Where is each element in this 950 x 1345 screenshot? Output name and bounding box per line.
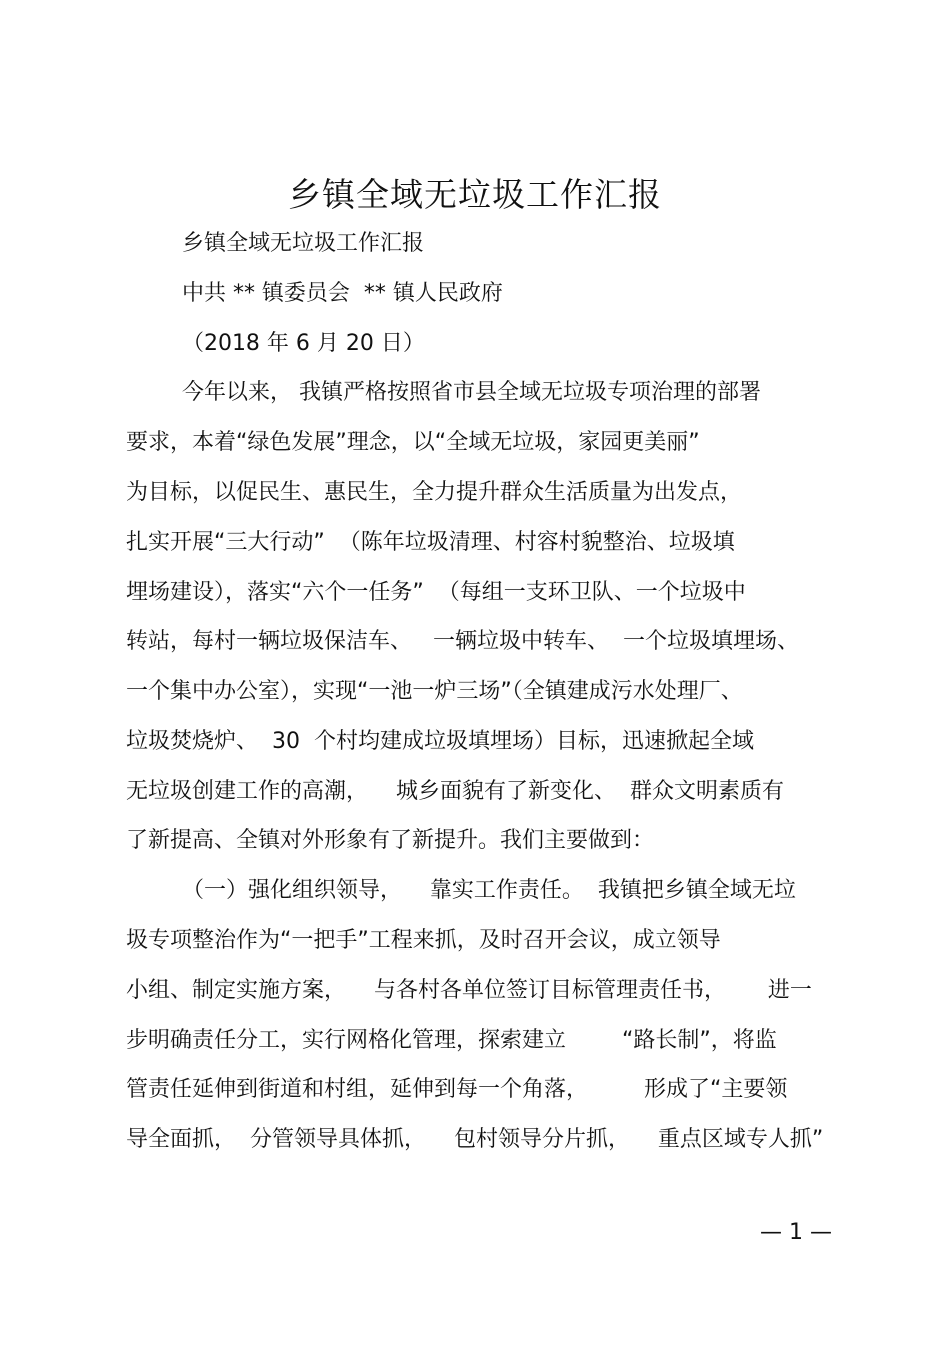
body-line: 扎实开展“三大行动” （陈年垃圾清理、村容村貌整治、垃圾填 [126,530,735,555]
body-line: （一）强化组织领导， 靠实工作责任。 我镇把乡镇全域无垃 [126,878,796,903]
body-line: 小组、制定实施方案， 与各村各单位签订目标管理责任书， 进一 [126,978,812,1003]
body-line: 中共 ** 镇委员会 ** 镇人民政府 [126,281,503,306]
body-line: 为目标，以促民生、惠民生，全力提升群众生活质量为出发点， [126,480,743,505]
body-line: 垃圾焚烧炉、 30 个村均建成垃圾填埋场）目标，迅速掀起全域 [126,729,754,754]
body-line: 今年以来， 我镇严格按照省市县全域无垃圾专项治理的部署 [126,380,761,405]
body-line: 步明确责任分工，实行网格化管理，探索建立 “路长制”，将监 [126,1028,777,1053]
body-line: 圾专项整治作为“一把手”工程来抓，及时召开会议，成立领导 [126,928,721,953]
body-line: 无垃圾创建工作的高潮， 城乡面貌有了新变化、 群众文明素质有 [126,779,784,804]
body-line: 要求，本着“绿色发展”理念，以“全域无垃圾，家园更美丽” [126,430,700,455]
body-line: 导全面抓， 分管领导具体抓， 包村领导分片抓， 重点区域专人抓” [126,1127,824,1152]
document-title: 乡镇全域无垃圾工作汇报 [288,175,662,214]
body-line: 转站，每村一辆垃圾保洁车、 一辆垃圾中转车、 一个垃圾填埋场、 [126,629,799,654]
body-line: 了新提高、全镇对外形象有了新提升。我们主要做到： [126,828,655,853]
page-number: — 1 — [760,1220,832,1245]
body-line: 一个集中办公室），实现“一池一炉三场”（全镇建成污水处理厂、 [126,679,743,704]
body-line: 管责任延伸到街道和村组，延伸到每一个角落， 形成了“主要领 [126,1077,788,1102]
body-line: 乡镇全域无垃圾工作汇报 [126,231,424,256]
body-line: （2018 年 6 月 20 日） [126,331,425,356]
body-line: 埋场建设），落实“六个一任务” （每组一支环卫队、一个垃圾中 [126,580,746,605]
